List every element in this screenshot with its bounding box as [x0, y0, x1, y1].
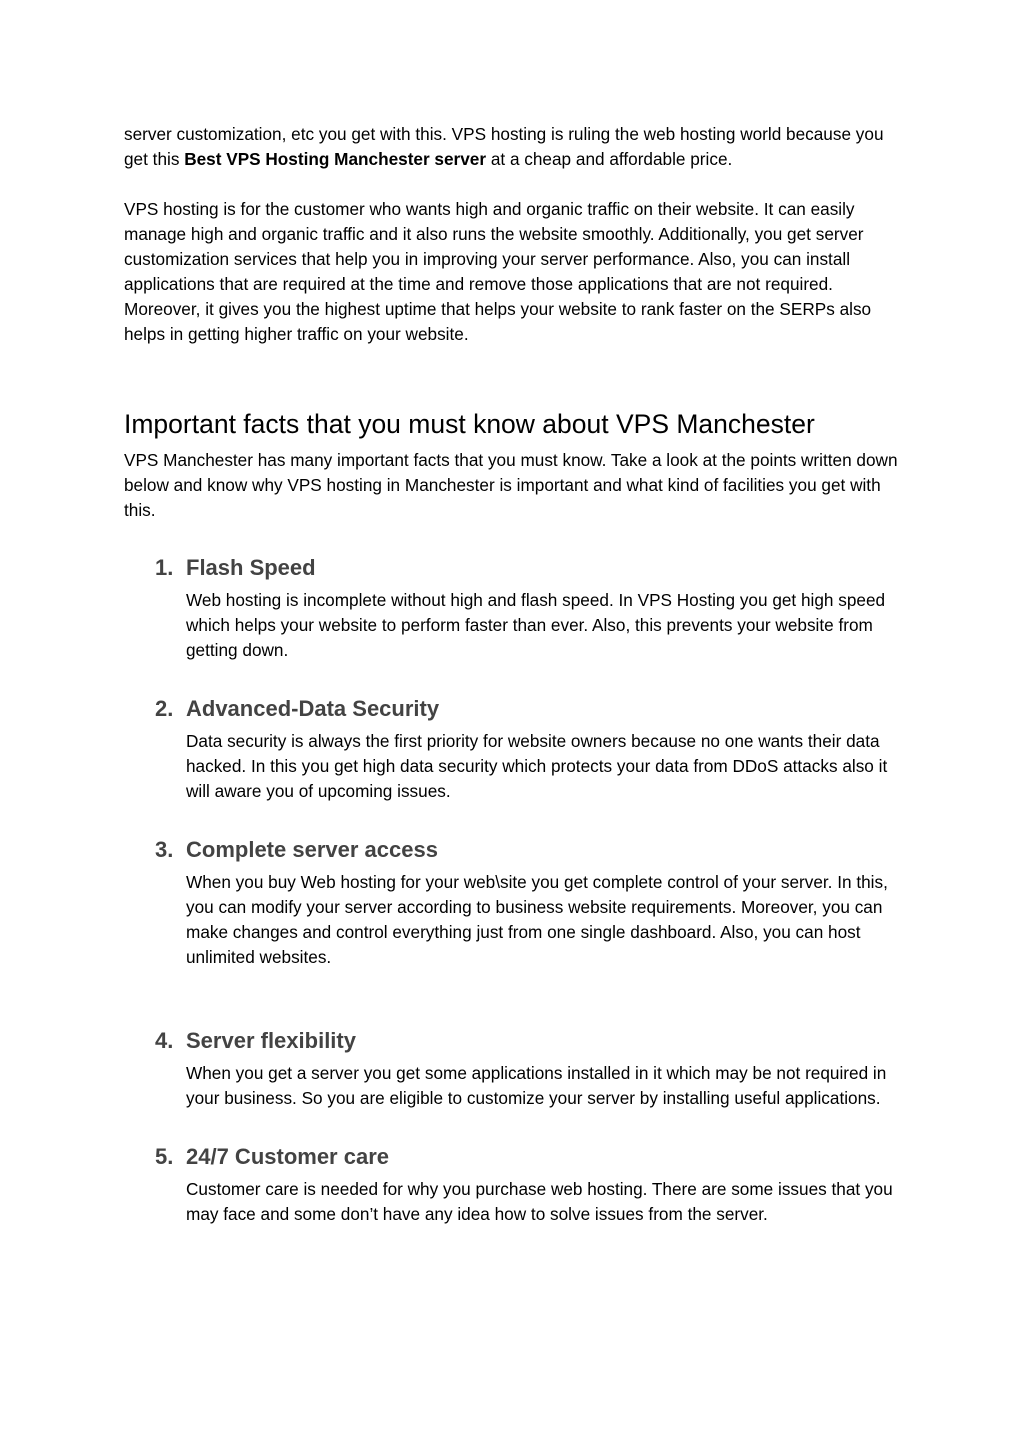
- list-item: [124, 553, 904, 663]
- list-item-number: 4.: [155, 1028, 174, 1053]
- section-intro-paragraph: VPS Manchester has many important facts that you must know. Take a look at the points written down below and know why VPS hosting in Manchester is important and what kind of facilities you get with this.: [124, 450, 898, 520]
- spacer: [124, 663, 904, 694]
- list-item-number: 5.: [155, 1144, 174, 1169]
- spacer: [124, 441, 904, 448]
- intro-paragraph-1-text-start: server customization, etc you get with this. VPS hosting is ruling the web hosting world because you get this: [124, 124, 884, 169]
- list-item-title: Server flexibility: [186, 1028, 356, 1053]
- list-item-number: 1.: [155, 555, 174, 580]
- spacer: [124, 523, 904, 553]
- list-item-number: 2.: [155, 696, 174, 721]
- spacer: [124, 347, 904, 407]
- list-item-title: Flash Speed: [186, 555, 316, 580]
- list-item-title: Advanced-Data Security: [186, 696, 440, 721]
- list-item: [124, 835, 904, 970]
- list-item-body: When you buy Web hosting for your web\site you get complete control of your server. In this, you can modify your server according to business website requirements. Moreover, you can make changes and control everything just from one single dashboard. Also, you can host unlimited websites.: [186, 872, 888, 967]
- spacer: [124, 1111, 904, 1142]
- intro-paragraph-1-text-end: at a cheap and affordable price.: [486, 149, 733, 169]
- list-item-number: 3.: [155, 837, 174, 862]
- intro-paragraph-1: [124, 122, 904, 172]
- spacer: [124, 804, 904, 835]
- list-item-title: 24/7 Customer care: [186, 1144, 389, 1169]
- list-item: [124, 694, 904, 804]
- spacer: [124, 172, 904, 197]
- list-item-body: Data security is always the first priority for website owners because no one wants their data hacked. In this you get high data security which protects your data from DDoS attacks also it will aware you of upcoming issues.: [186, 731, 888, 801]
- intro-paragraph-2: VPS hosting is for the customer who wants high and organic traffic on their website. It can easily manage high and organic traffic and it also runs the website smoothly. Additionally, you get server customization services that help you in improving your server performance. Also, you can install applications that are required at the time and remove those applications that are not required. Moreover, it gives you the highest uptime that helps your website to rank faster on the SERPs also helps in getting higher traffic on your website.: [124, 199, 872, 344]
- spacer: [124, 970, 904, 1026]
- list-item-body: Web hosting is incomplete without high and flash speed. In VPS Hosting you get high speed which helps your website to perform faster than ever. Also, this prevents your website from getting down.: [186, 590, 886, 660]
- document-page: [124, 122, 904, 1227]
- section-heading: Important facts that you must know about VPS Manchester: [124, 409, 815, 439]
- facts-list: [124, 553, 904, 1227]
- list-item-body: Customer care is needed for why you purchase web hosting. There are some issues that you may face and some don’t have any idea how to solve issues from the server.: [186, 1179, 893, 1224]
- list-item-body: When you get a server you get some applications installed in it which may be not required in your business. So you are eligible to customize your server by installing useful applications.: [186, 1063, 887, 1108]
- list-item: [124, 1142, 904, 1227]
- intro-paragraph-1-bold-link-text: Best VPS Hosting Manchester server: [184, 149, 487, 169]
- list-item-title: Complete server access: [186, 837, 438, 862]
- list-item: [124, 1026, 904, 1111]
